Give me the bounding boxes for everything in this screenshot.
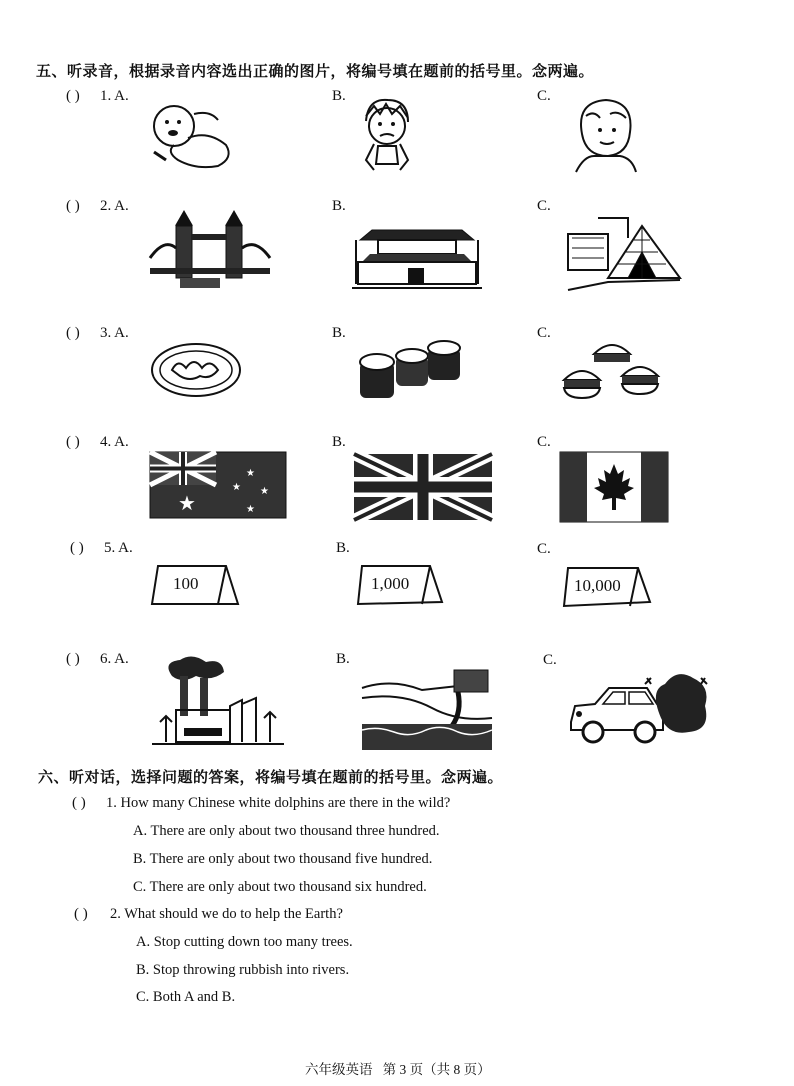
question-text: 1. How many Chinese white dolphins are there in the wild? [106,795,451,811]
car-exhaust-picture[interactable] [565,670,711,750]
section6-title: 六、听对话，选择问题的答案，将编号填在题前的括号里。念两遍。 [38,770,504,786]
question-text: 2. What should we do to help the Earth? [110,906,343,922]
answer-bracket[interactable]: ( ) [66,88,80,104]
answer-bracket[interactable]: ( ) [70,540,84,556]
answer-option: B. Stop throwing rubbish into rivers. [136,962,350,978]
option-label-a: 5. A. [104,540,133,556]
answer-bracket[interactable]: ( ) [66,325,80,341]
sushi-picture[interactable] [356,340,466,402]
tent-card-value: 1,000 [371,574,410,593]
canada-flag-picture[interactable] [560,452,668,522]
tent-card-value: 10,000 [574,576,621,595]
option-label-a: 3. A. [100,325,129,341]
option-label-c: C. [537,434,551,450]
boy-picture[interactable] [356,96,416,176]
option-label-c: C. [537,325,551,341]
option-label-b: B. [332,434,346,450]
option-label-c: C. [537,541,551,557]
answer-bracket[interactable]: ( ) [66,651,80,667]
polluted-river-picture[interactable] [362,668,492,752]
option-label-b: B. [332,198,346,214]
svg-text:★: ★ [246,468,255,479]
svg-text:★: ★ [178,491,196,515]
option-label-a: 6. A. [100,651,129,667]
answer-option: C. There are only about two thousand six hundred. [133,879,427,895]
section5-title: 五、听录音，根据录音内容选出正确的图片，将编号填在题前的括号里。念两遍。 [36,64,595,80]
answer-option: A. There are only about two thousand three hundred. [133,823,440,839]
option-label-b: B. [332,325,346,341]
tent-card-value: 100 [173,574,199,593]
factory-smoke-picture[interactable] [152,656,284,748]
svg-text:★: ★ [246,504,255,515]
tiananmen-picture[interactable] [352,210,482,290]
option-label-a: 1. A. [100,88,129,104]
australia-flag-picture[interactable] [150,452,286,518]
answer-option: B. There are only about two thousand five hundred. [133,851,433,867]
uk-flag-picture[interactable] [354,454,492,520]
louvre-pyramid-picture[interactable] [568,208,684,292]
dumplings-picture[interactable] [150,340,242,398]
old-man-picture[interactable] [570,96,640,176]
option-label-b: B. [336,651,350,667]
baby-picture[interactable] [148,100,238,172]
option-label-b: B. [336,540,350,556]
answer-option: C. Both A and B. [136,989,236,1005]
option-label-c: C. [537,88,551,104]
answer-option: A. Stop cutting down too many trees. [136,934,353,950]
page-footer: 六年级英语 第 3 页（共 8 页） [305,1062,491,1077]
svg-text:★: ★ [260,486,269,497]
answer-bracket[interactable]: ( ) [74,906,88,922]
option-label-b: B. [332,88,346,104]
option-label-c: C. [537,198,551,214]
answer-bracket[interactable]: ( ) [72,795,86,811]
option-label-c: C. [543,652,557,668]
answer-bracket[interactable]: ( ) [66,198,80,214]
svg-text:★: ★ [232,482,241,493]
tower-bridge-picture[interactable] [150,208,270,290]
hamburgers-picture[interactable] [562,340,672,402]
answer-bracket[interactable]: ( ) [66,434,80,450]
option-label-a: 2. A. [100,198,129,214]
option-label-a: 4. A. [100,434,129,450]
